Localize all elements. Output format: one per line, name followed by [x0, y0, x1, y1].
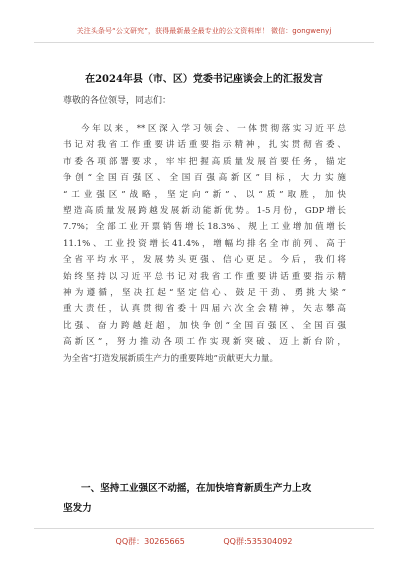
body-line: 争创“全国百强区、全国百强高新区”目标，大力实施	[63, 173, 346, 184]
footer-qq-group-2: QQ群:535304092	[223, 537, 293, 546]
body-line: 始终坚持以习近平总书记对我省工作重要讲话重要指示精	[63, 271, 346, 282]
document-title: 在2024年县（市、区）党委书记座谈会上的汇报发言	[85, 74, 323, 85]
section-heading-line: 一、坚持工业强区不动摇，在加快培育新质生产力上攻	[81, 483, 312, 494]
page-footer	[0, 536, 408, 547]
header-divider	[34, 42, 374, 43]
body-paragraph	[63, 121, 346, 367]
section-heading	[63, 479, 353, 519]
body-line: 塑造高质量发展跨越发展新动能新优势。1-5月份，GDP增长	[63, 206, 346, 217]
body-line: 全省平均水平，发展势头更强、信心更足。今后，我们将	[63, 255, 346, 266]
body-line: 市委各项部署要求，牢牢把握高质量发展首要任务，锚定	[63, 156, 346, 167]
body-line: 书记对我省工作重要讲话重要指示精神，扎实贯彻省委、	[63, 140, 346, 151]
footer-divider	[34, 528, 374, 529]
body-line: 为全省“打造发展新质生产力的重要阵地”贡献更大力量。	[63, 353, 279, 364]
body-line: 今年以来，**区深入学习领会、一体贯彻落实习近平总	[81, 124, 346, 134]
salutation: 尊敬的各位领导，同志们：	[63, 96, 172, 106]
body-line: 神为遵循，坚决扛起“坚定信心、鼓足干劲、勇挑大梁”	[63, 288, 346, 299]
section-heading-line: 坚发力	[63, 503, 92, 514]
body-line: 比强、奋力跨越赶超，加快争创“全国百强区、全国百强	[63, 320, 346, 331]
body-line: 11.1%、工业投资增长41.4%，增幅均排名全市前列、高于	[63, 238, 346, 249]
body-line: 高新区”，努力推动各项工作实现新突破、迈上新台阶，	[63, 337, 346, 348]
page-header-banner: 关注头条号“公文研究”，获得最新最全最专业的公文资料库！ 微信：gongwenyj	[76, 27, 332, 35]
body-line: 重大责任，认真贯彻省委十四届六次全会精神，矢志攀高	[63, 304, 346, 315]
body-line: “工业强区”战略，坚定向“新”、以“质”取胜，加快	[63, 189, 346, 200]
footer-qq-group-1: QQ群：30265665	[115, 537, 185, 546]
body-line: 7.7%；全部工业开票销售增长18.3%、规上工业增加值增长	[63, 222, 346, 233]
